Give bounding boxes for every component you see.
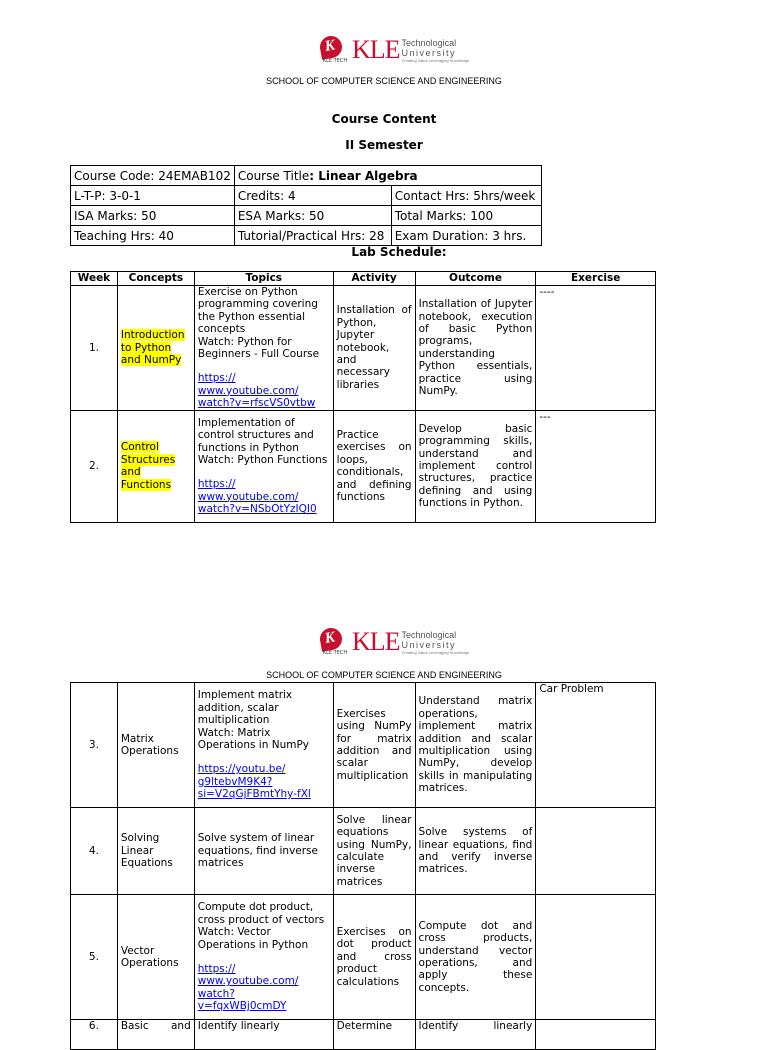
col-header-topics: Topics [194,272,333,286]
kle-logo-icon: K KLE TECH [320,628,350,656]
topic-cell: Identify linearly [194,1020,333,1050]
concept-cell: Solving Linear Equations [117,808,194,895]
week-cell: 5. [71,895,118,1020]
logo-name-line1: Technological [401,37,457,48]
outcome-cell: Installation of Jupyter notebook, execution of basic Python programs, understanding Python essentials, practice using NumPy. [415,286,536,411]
outcome-cell: Solve systems of linear equations, find and verify inverse matrices. [415,808,536,895]
ltp: L-T-P: 3-0-1 [71,186,235,206]
video-link[interactable]: https:// www.youtube.com/ watch?v=rfscVS0vtbw [197,372,316,410]
col-header-week: Week [71,272,118,286]
tutorial-hrs: Tutorial/Practical Hrs: 28 [234,226,391,246]
teaching-hrs: Teaching Hrs: 40 [71,226,235,246]
contact-hrs: Contact Hrs: 5hrs/week [391,186,541,206]
logo-tagline: Creating Value Leveraging Knowledge [401,57,470,63]
outcome-cell: Compute dot and cross products, understand vector operations, and apply these concepts. [415,895,536,1020]
week-cell: 2. [71,410,118,522]
credits: Credits: 4 [234,186,391,206]
week-cell: 3. [71,683,118,808]
col-header-activity: Activity [333,272,415,286]
concept-cell: Introduction to Python and NumPy [117,286,194,411]
week-cell: 4. [71,808,118,895]
concept-cell: Vector Operations [117,895,194,1020]
topic-cell: Compute dot product, cross product of vectors Watch: Vector Operations in Python https:// www.youtube.com/ watch? v=fqxWBj0cmDY [194,895,333,1020]
concept-cell: Matrix Operations [117,683,194,808]
exercise-cell: ---- [536,286,656,411]
table-row [71,808,656,895]
activity-cell: Exercises on dot product and cross product calculations [333,895,415,1020]
exercise-cell: Car Problem [536,683,656,808]
activity-cell: Solve linear equations using NumPy, calculate inverse matrices [333,808,415,895]
table-row [71,286,656,411]
outcome-cell: Develop basic programming skills, understand and implement control structures, practice defining and using functions in Python. [415,410,536,522]
table-row [71,410,656,522]
school-name: SCHOOL OF COMPUTER SCIENCE AND ENGINEERING [266,76,502,86]
activity-cell: Practice exercises on loops, conditionals, and defining functions [333,410,415,522]
logo-name-line1: Technological [401,629,457,640]
esa-marks: ESA Marks: 50 [234,206,391,226]
concept-cell: Control Structures and Functions [117,410,194,522]
course-title: Course Title: Linear Algebra [234,166,541,186]
exercise-cell: --- [536,410,656,522]
exercise-cell [536,808,656,895]
lab-schedule-table-page1 [70,271,656,523]
topic-cell: Exercise on Python programming covering the Python essential concepts Watch: Python for Beginners - Full Course https:// www.youtube.com/ watch?v=rfscVS0vtbw [194,286,333,411]
university-logo [320,628,470,656]
col-header-concepts: Concepts [117,272,194,286]
week-cell: 6. [71,1020,118,1050]
logo-tagline: Creating Value Leveraging Knowledge [401,649,470,655]
week-cell: 1. [71,286,118,411]
activity-cell: Installation of Python, Jupyter notebook, and necessary libraries [333,286,415,411]
col-header-exercise: Exercise [536,272,656,286]
table-row [71,895,656,1020]
video-link[interactable]: https:// www.youtube.com/ watch?v=NSbOtYzIQI0 [197,478,317,516]
exercise-cell [536,1020,656,1050]
logo-name-line2: University [401,47,457,58]
university-logo [320,36,470,64]
concept-cell: Basic and [117,1020,194,1050]
topic-cell: Implement matrix addition, scalar multiplication Watch: Matrix Operations in NumPy https://youtu.be/ g9ltebvM9K4? si=V2qGjFBmtYhy-fXl [194,683,333,808]
activity-cell: Determine [333,1020,415,1050]
logo-name-line2: University [401,639,457,650]
school-name: SCHOOL OF COMPUTER SCIENCE AND ENGINEERING [266,670,502,680]
video-link[interactable]: https:// www.youtube.com/ watch? v=fqxWBj0cmDY [197,963,299,1013]
page-title: Course Content [331,112,437,126]
lab-schedule-table-page2 [70,682,656,1050]
semester-title: II Semester [345,138,423,152]
exam-duration: Exam Duration: 3 hrs. [391,226,541,246]
topic-cell: Implementation of control structures and functions in Python Watch: Python Functions https:// www.youtube.com/ watch?v=NSbOtYzIQI0 [194,410,333,522]
table-row [71,683,656,808]
lab-schedule-title: Lab Schedule: [351,245,447,259]
course-info-table [70,165,542,246]
activity-cell: Exercises using NumPy for matrix addition and scalar multiplication [333,683,415,808]
exercise-cell [536,895,656,1020]
outcome-cell: Identify linearly [415,1020,536,1050]
logo-brand: KLE [352,35,400,64]
topic-cell: Solve system of linear equations, find inverse matrices [194,808,333,895]
kle-logo-icon: K KLE TECH [320,36,350,64]
total-marks: Total Marks: 100 [391,206,541,226]
logo-brand: KLE [352,627,400,656]
table-row [71,1020,656,1050]
video-link[interactable]: https://youtu.be/ g9ltebvM9K4? si=V2qGjFBmtYhy-fXl [197,763,311,801]
col-header-outcome: Outcome [415,272,536,286]
isa-marks: ISA Marks: 50 [71,206,235,226]
outcome-cell: Understand matrix operations, implement matrix addition and scalar multiplication using NumPy, develop skills in manipulating matrices. [415,683,536,808]
course-code: Course Code: 24EMAB102 [71,166,235,186]
